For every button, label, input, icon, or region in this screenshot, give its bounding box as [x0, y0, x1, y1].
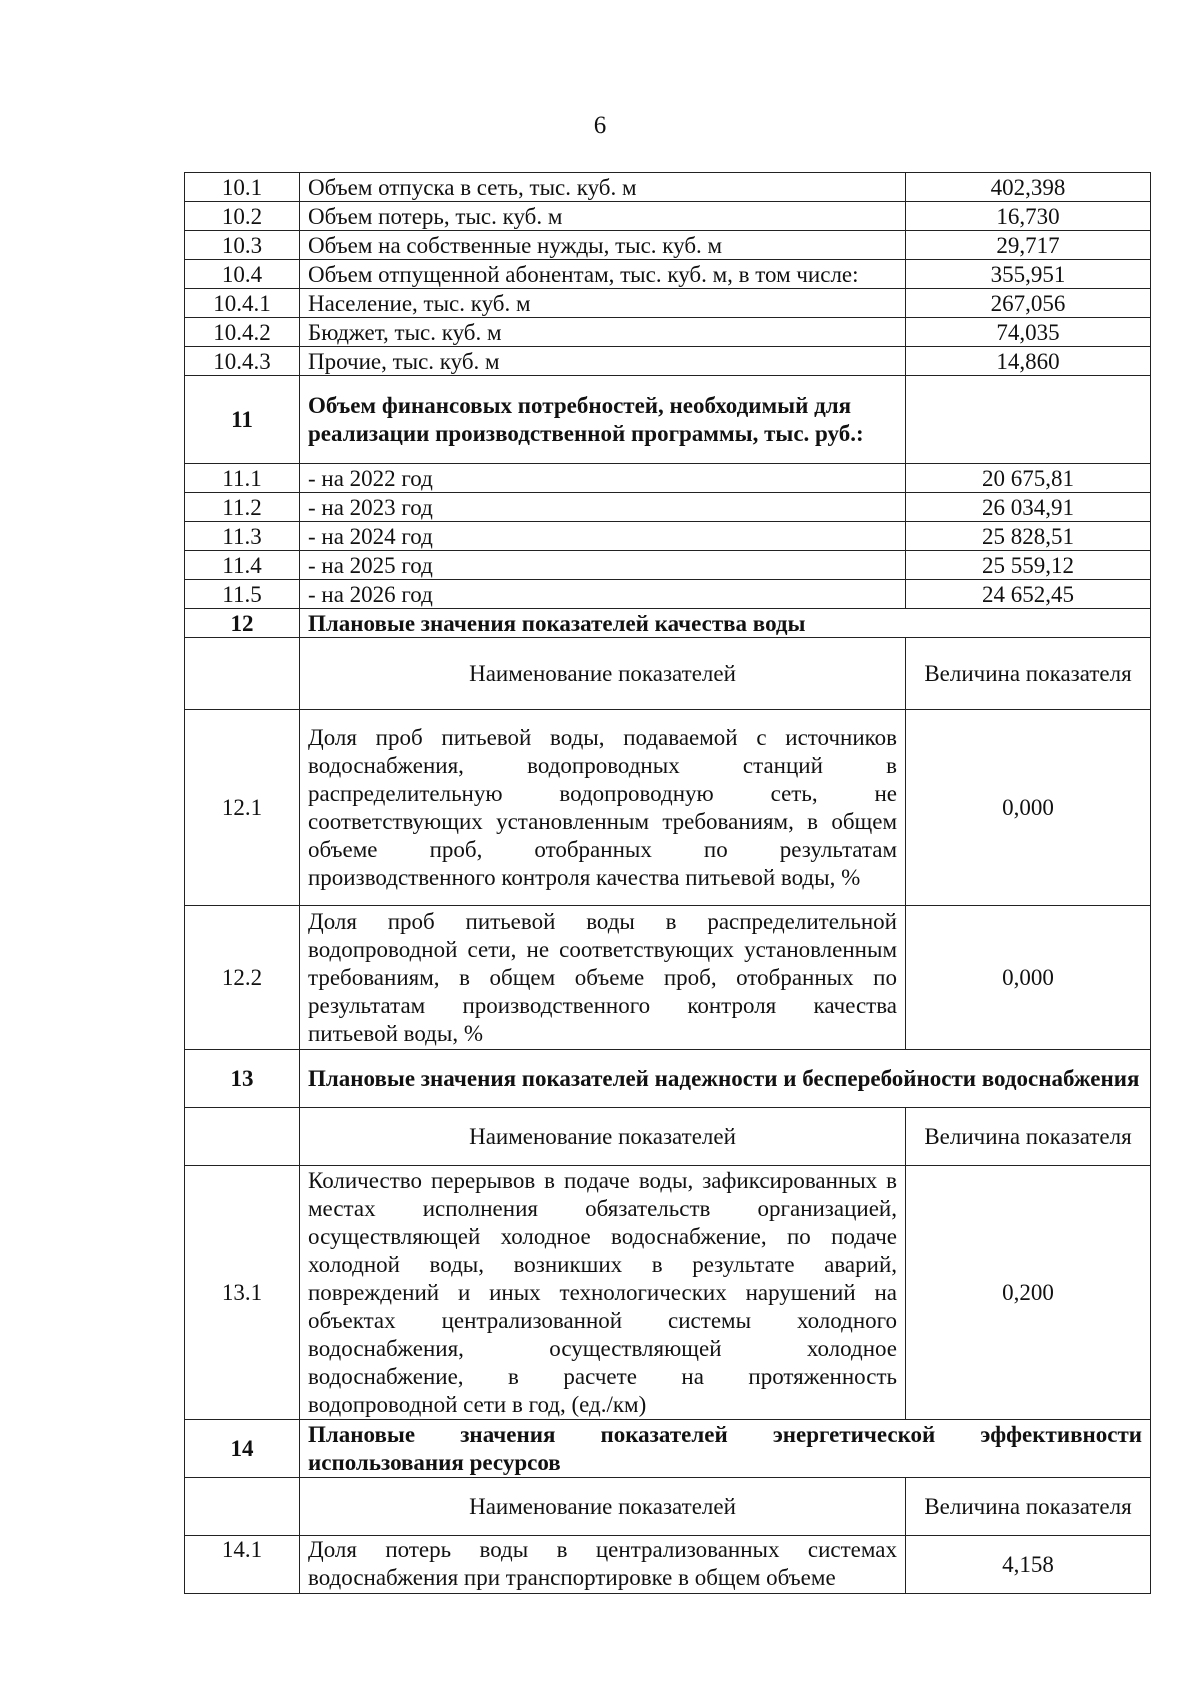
- section-number: 13: [185, 1050, 300, 1108]
- row-value: 29,717: [906, 231, 1151, 260]
- table-row: [185, 580, 1151, 609]
- row-number: 10.4.3: [185, 347, 300, 376]
- row-name: - на 2024 год: [300, 522, 906, 551]
- empty-cell: [185, 1478, 300, 1536]
- empty-cell: [906, 376, 1151, 464]
- table-row: [185, 202, 1151, 231]
- column-header-row: [185, 638, 1151, 710]
- section-row: [185, 376, 1151, 464]
- row-number: 10.4.1: [185, 289, 300, 318]
- row-name: Бюджет, тыс. куб. м: [300, 318, 906, 347]
- column-header-name: Наименование показателей: [300, 1108, 906, 1166]
- section-number: 14: [185, 1420, 300, 1478]
- section-title: Объем финансовых потребностей, необходимый для реализации производственной программы, тыс. руб.:: [300, 376, 906, 464]
- row-name: Прочие, тыс. куб. м: [300, 347, 906, 376]
- row-name: Доля потерь воды в централизованных системах водоснабжения при транспортировке в общем объеме: [300, 1536, 906, 1594]
- row-number: 13.1: [185, 1166, 300, 1420]
- row-name: - на 2025 год: [300, 551, 906, 580]
- table-row: [185, 464, 1151, 493]
- row-number: 11.2: [185, 493, 300, 522]
- row-name: Количество перерывов в подаче воды, зафиксированных в местах исполнения обязательств организацией, осуществляющей холодное водоснабжение, по подаче холодной воды, возникших в результате аварий, повреждений и иных технологических нарушений на объектах централизованной системы холодного водоснабжения, осуществляющей холодное водоснабжение, в расчете на протяженность водопроводной сети в год, (ед./км): [300, 1166, 906, 1420]
- row-value: 267,056: [906, 289, 1151, 318]
- row-number: 10.1: [185, 173, 300, 202]
- row-number: 10.2: [185, 202, 300, 231]
- table-row: [185, 318, 1151, 347]
- row-name: - на 2023 год: [300, 493, 906, 522]
- section-title: Плановые значения показателей качества воды: [300, 609, 1151, 638]
- row-number: 11.5: [185, 580, 300, 609]
- table-row: [185, 347, 1151, 376]
- table-row: [185, 1166, 1151, 1420]
- row-value: 25 828,51: [906, 522, 1151, 551]
- row-name: Объем отпуска в сеть, тыс. куб. м: [300, 173, 906, 202]
- table-row: [185, 231, 1151, 260]
- row-number: 12.1: [185, 710, 300, 906]
- section-title: Плановые значения показателей энергетической эффективности использования ресурсов: [300, 1420, 1151, 1478]
- column-header-value: Величина показателя: [906, 1108, 1151, 1166]
- row-value: 16,730: [906, 202, 1151, 231]
- row-value: 20 675,81: [906, 464, 1151, 493]
- row-number: 11.3: [185, 522, 300, 551]
- row-value: 0,000: [906, 710, 1151, 906]
- table-row: [185, 173, 1151, 202]
- row-name: Объем на собственные нужды, тыс. куб. м: [300, 231, 906, 260]
- section-number: 12: [185, 609, 300, 638]
- table-row: [185, 1536, 1151, 1594]
- row-value: 402,398: [906, 173, 1151, 202]
- row-value: 26 034,91: [906, 493, 1151, 522]
- row-value: 25 559,12: [906, 551, 1151, 580]
- table-row: [185, 522, 1151, 551]
- column-header-value: Величина показателя: [906, 1478, 1151, 1536]
- column-header-name: Наименование показателей: [300, 1478, 906, 1536]
- column-header-name: Наименование показателей: [300, 638, 906, 710]
- row-name: Доля проб питьевой воды в распределительной водопроводной сети, не соответствующих установленным требованиям, в общем объеме проб, отобранных по результатам производственного контроля качества питьевой воды, %: [300, 906, 906, 1050]
- table-row: [185, 493, 1151, 522]
- table-row: [185, 289, 1151, 318]
- section-number: 11: [185, 376, 300, 464]
- row-number: 11.4: [185, 551, 300, 580]
- row-name: - на 2022 год: [300, 464, 906, 493]
- section-title: Плановые значения показателей надежности и бесперебойности водоснабжения: [300, 1050, 1151, 1108]
- column-header-row: [185, 1108, 1151, 1166]
- row-number: 10.4: [185, 260, 300, 289]
- row-value: 355,951: [906, 260, 1151, 289]
- row-value: 74,035: [906, 318, 1151, 347]
- empty-cell: [185, 1108, 300, 1166]
- row-name: - на 2026 год: [300, 580, 906, 609]
- page-number: 6: [593, 112, 607, 139]
- row-name: Население, тыс. куб. м: [300, 289, 906, 318]
- table-row: [185, 260, 1151, 289]
- row-number: 11.1: [185, 464, 300, 493]
- table-row: [185, 710, 1151, 906]
- table-row: [185, 906, 1151, 1050]
- row-name: Объем потерь, тыс. куб. м: [300, 202, 906, 231]
- row-value: 24 652,45: [906, 580, 1151, 609]
- table-row: [185, 551, 1151, 580]
- row-number: 10.4.2: [185, 318, 300, 347]
- column-header-value: Величина показателя: [906, 638, 1151, 710]
- indicators-table: [184, 172, 1151, 1594]
- row-value: 0,200: [906, 1166, 1151, 1420]
- column-header-row: [185, 1478, 1151, 1536]
- row-value: 4,158: [906, 1536, 1151, 1594]
- empty-cell: [185, 638, 300, 710]
- row-name: Доля проб питьевой воды, подаваемой с источников водоснабжения, водопроводных станций в распределительную водопроводную сеть, не соответствующих установленным требованиям, в общем объеме проб, отобранных по результатам производственного контроля качества питьевой воды, %: [300, 710, 906, 906]
- section-row: [185, 609, 1151, 638]
- section-row: [185, 1050, 1151, 1108]
- row-value: 14,860: [906, 347, 1151, 376]
- row-number: 10.3: [185, 231, 300, 260]
- section-row: [185, 1420, 1151, 1478]
- row-value: 0,000: [906, 906, 1151, 1050]
- row-number: 12.2: [185, 906, 300, 1050]
- row-number: 14.1: [185, 1536, 300, 1594]
- row-name: Объем отпущенной абонентам, тыс. куб. м, в том числе:: [300, 260, 906, 289]
